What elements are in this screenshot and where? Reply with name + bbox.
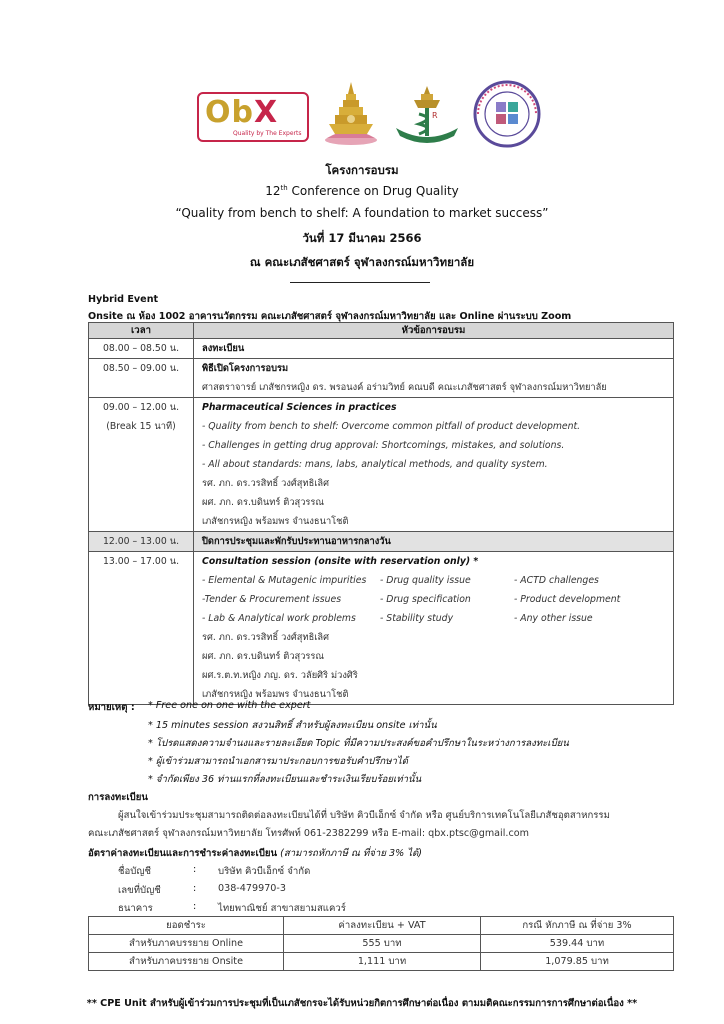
fee-cell: สำหรับภาคบรรยาย Online bbox=[89, 935, 284, 953]
pharm-tech-center-seal-icon bbox=[470, 80, 544, 148]
fee-cell: 1,079.85 บาท bbox=[481, 953, 674, 971]
table-row bbox=[89, 552, 674, 705]
topic-row bbox=[202, 609, 673, 628]
row-title: ปิดการประชุมและพักรับประทานอาหารกลางวัน bbox=[202, 536, 391, 547]
topic: - Any other issue bbox=[514, 613, 593, 624]
row-title: ลงทะเบียน bbox=[202, 343, 245, 354]
speaker: เภสัชกรหญิง พร้อมพร จำนงธนาโชติ bbox=[202, 689, 349, 700]
table-row bbox=[89, 935, 674, 953]
fee-cell: 539.44 บาท bbox=[481, 935, 674, 953]
row-line: - Quality from bench to shelf: Overcome common pitfall of product development. bbox=[202, 421, 581, 432]
topic-row bbox=[202, 590, 673, 609]
registration-line: คณะเภสัชศาสตร์ จุฬาลงกรณ์มหาวิทยาลัย โทรศัพท์ 061-2382299 หรือ E-mail: qbx.ptsc@gmail.com bbox=[88, 828, 529, 839]
note-item: * โปรดแสดงความจำนงและรายละเอียด Topic ที่มีความประสงค์ขอคำปรึกษาในระหว่างการลงทะเบียน bbox=[148, 738, 569, 749]
account-number-value: 038-479970-3 bbox=[218, 883, 286, 894]
row-time: 08.00 – 08.50 น. bbox=[102, 343, 180, 354]
row-time: 09.00 – 12.00 น. bbox=[102, 402, 180, 413]
topic: - Stability study bbox=[380, 613, 454, 624]
program-label: โครงการอบรม bbox=[325, 163, 399, 177]
schedule-header bbox=[89, 323, 674, 339]
divider bbox=[290, 282, 430, 283]
row-time: 08.50 – 09.00 น. bbox=[102, 363, 180, 374]
note-item: * Free one on one with the expert bbox=[148, 700, 311, 711]
topic: - Elemental & Mutagenic impurities bbox=[202, 575, 367, 586]
row-title: พิธีเปิดโครงการอบรม bbox=[202, 363, 289, 374]
row-line: - All about standards: mans, labs, analytical methods, and quality system. bbox=[202, 459, 548, 470]
fees-heading: อัตราค่าลงทะเบียนและการชำระค่าลงทะเบียน (สามารถหักภาษี ณ ที่จ่าย 3% ได้) bbox=[88, 848, 423, 859]
speaker: ผศ.ร.ต.ท.หญิง ภญ. ดร. วลัยศิริ ม่วงศิริ bbox=[202, 670, 358, 681]
topic: - Product development bbox=[514, 594, 621, 605]
fee-cell: สำหรับภาคบรรยาย Onsite bbox=[89, 953, 284, 971]
conference-theme: “Quality from bench to shelf: A foundation to market success” bbox=[175, 206, 549, 220]
topic: - Drug specification bbox=[380, 594, 471, 605]
note-item: * จำกัดเพียง 36 ท่านแรกที่ลงทะเบียนและชำระเงินเรียบร้อยเท่านั้น bbox=[148, 774, 422, 785]
svg-text:R: R bbox=[432, 111, 438, 120]
table-row bbox=[89, 398, 674, 532]
event-date: วันที่ 17 มีนาคม 2566 bbox=[302, 231, 422, 245]
table-row bbox=[89, 339, 674, 359]
bank-value: ไทยพาณิชย์ สาขาสยามสแควร์ bbox=[218, 903, 346, 914]
topic-row bbox=[202, 571, 673, 590]
topic: - Lab & Analytical work problems bbox=[202, 613, 356, 624]
topic: -Tender & Procurement issues bbox=[202, 594, 342, 605]
logo-bar bbox=[0, 80, 724, 148]
speaker: เภสัชกรหญิง พร้อมพร จำนงธนาโชติ bbox=[202, 516, 349, 527]
note-item: * 15 minutes session สงวนสิทธิ์ สำหรับผู้ลงทะเบียน onsite เท่านั้น bbox=[148, 720, 437, 731]
speaker: ผศ. ภก. ดร.บดินทร์ ติวสุวรรณ bbox=[202, 497, 325, 508]
account-sep: : bbox=[193, 864, 197, 875]
row-time: 13.00 – 17.00 น. bbox=[102, 556, 180, 567]
row-line: - Challenges in getting drug approval: Shortcomings, mistakes, and solutions. bbox=[202, 440, 565, 451]
event-location: ณ คณะเภสัชศาสตร์ จุฬาลงกรณ์มหาวิทยาลัย bbox=[249, 255, 475, 269]
fee-header: ยอดชำระ bbox=[89, 917, 284, 935]
row-time: 12.00 – 13.00 น. bbox=[102, 536, 180, 547]
pharmacy-emblem-icon bbox=[392, 84, 462, 144]
obx-logo: ObX Quality by The Experts bbox=[197, 92, 309, 142]
row-title: Pharmaceutical Sciences in practices bbox=[202, 402, 397, 413]
fee-header: ค่าลงทะเบียน + VAT bbox=[284, 917, 481, 935]
fee-cell: 555 บาท bbox=[284, 935, 481, 953]
row-title: Consultation session (onsite with reservation only) * bbox=[202, 556, 479, 567]
fee-header-row bbox=[89, 917, 674, 935]
table-row bbox=[89, 532, 674, 552]
note-item: * ผู้เข้าร่วมสามารถนำเอกสารมาประกอบการขอรับคำปรึกษาได้ bbox=[148, 756, 408, 767]
event-venue: Onsite ณ ห้อง 1002 อาคารนวัตกรรม คณะเภสัชศาสตร์ จุฬาลงกรณ์มหาวิทยาลัย และ Online ผ่านระบบ Zoom bbox=[88, 311, 572, 322]
speaker: ผศ. ภก. ดร.บดินทร์ ติวสุวรรณ bbox=[202, 651, 325, 662]
fee-table bbox=[88, 916, 674, 971]
topic: - ACTD challenges bbox=[514, 575, 599, 586]
chula-emblem-icon bbox=[323, 80, 379, 146]
speaker: รศ. ภก. ดร.วรสิทธิ์ วงศ์สุทธิเลิศ bbox=[202, 478, 330, 489]
event-type: Hybrid Event bbox=[88, 294, 159, 305]
conference-title: 12th Conference on Drug Quality bbox=[265, 184, 459, 198]
account-number-label: เลขที่บัญชี bbox=[118, 885, 161, 896]
footer-note: ** CPE Unit สำหรับผู้เข้าร่วมการประชุมที่เป็นเภสัชกรจะได้รับหน่วยกิตการศึกษาต่อเนื่อง ตามมติคณะกรรมการการศึกษาต่อเนื่อง ** bbox=[86, 998, 638, 1009]
account-name-value: บริษัท คิวบีเอ็กซ์ จำกัด bbox=[218, 866, 311, 877]
row-line: ศาสตราจารย์ เภสัชกรหญิง ดร. พรอนงค์ อร่ามวิทย์ คณบดี คณะเภสัชศาสตร์ จุฬาลงกรณ์มหาวิทยาลัย bbox=[202, 382, 607, 393]
registration-heading: การลงทะเบียน bbox=[88, 792, 148, 803]
table-row bbox=[89, 953, 674, 971]
account-name-label: ชื่อบัญชี bbox=[118, 866, 152, 877]
row-break: (Break 15 นาที) bbox=[106, 421, 176, 432]
fee-cell: 1,111 บาท bbox=[284, 953, 481, 971]
account-sep: : bbox=[193, 901, 197, 912]
notes-label: หมายเหตุ : bbox=[88, 702, 135, 713]
bank-label: ธนาคาร bbox=[118, 903, 153, 914]
fee-header: กรณี หักภาษี ณ ที่จ่าย 3% bbox=[481, 917, 674, 935]
col-topic-header: หัวข้อการอบรม bbox=[194, 323, 674, 339]
account-sep: : bbox=[193, 883, 197, 894]
table-row bbox=[89, 359, 674, 398]
speaker: รศ. ภก. ดร.วรสิทธิ์ วงศ์สุทธิเลิศ bbox=[202, 632, 330, 643]
topic: - Drug quality issue bbox=[380, 575, 471, 586]
col-time-header: เวลา bbox=[89, 323, 194, 339]
registration-line: ผู้สนใจเข้าร่วมประชุมสามารถติดต่อลงทะเบียนได้ที่ บริษัท คิวบีเอ็กซ์ จำกัด หรือ ศูนย์บริการเทคโนโลยีเภสัชอุตสาหกรรม bbox=[118, 810, 610, 821]
schedule-table bbox=[88, 322, 674, 705]
